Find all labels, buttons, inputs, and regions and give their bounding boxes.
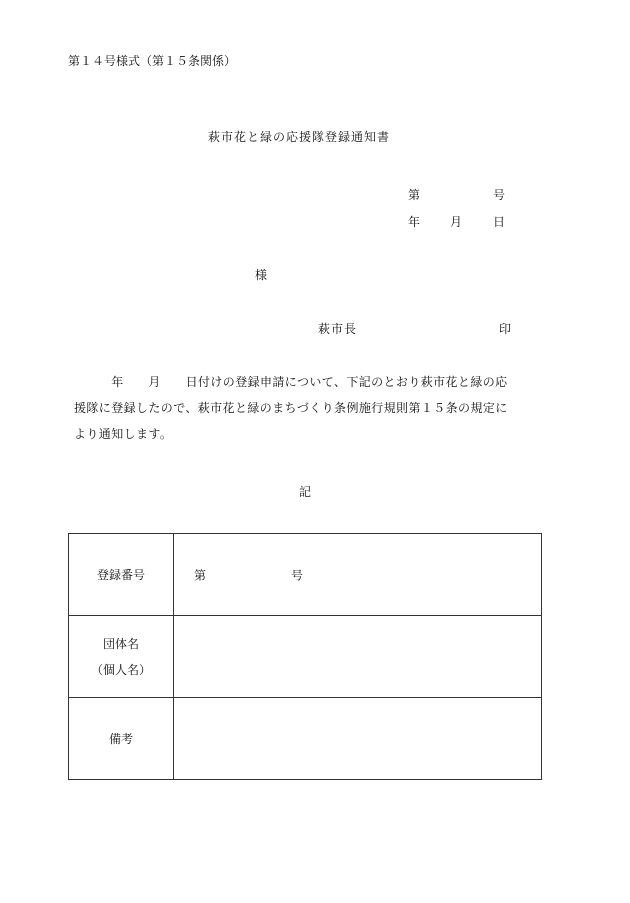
- notes-label: [69, 698, 174, 780]
- group-name-label: [69, 616, 174, 698]
- registration-table: [68, 533, 542, 780]
- body-line-3: より通知します。: [74, 427, 173, 441]
- form-number: 第１４号様式（第１５条関係）: [68, 54, 237, 68]
- doc-number-suffix: 号: [493, 188, 506, 202]
- body-line-2: 援隊に登録したので、萩市花と緑のまちづくり条例施行規則第１５条の規定に: [74, 401, 508, 415]
- notice-body: [74, 369, 540, 447]
- group-name-label-line2: （個人名）: [90, 662, 151, 677]
- date-year: 年: [408, 215, 421, 229]
- issuer-title: 萩市長: [318, 322, 358, 336]
- reg-number-value: [174, 534, 542, 616]
- date-month: 月: [450, 215, 463, 229]
- doc-number-prefix: 第: [408, 188, 421, 202]
- date-day: 日: [493, 215, 506, 229]
- table-row-notes: [69, 698, 542, 780]
- addressee-suffix: 様: [255, 268, 268, 282]
- group-name-value: [174, 616, 542, 698]
- reg-number-prefix: 第: [194, 568, 207, 582]
- reg-number-suffix: 号: [291, 568, 304, 582]
- table-row-reg-number: [69, 534, 542, 616]
- reg-number-label: [69, 534, 174, 616]
- page-title: 萩市花と緑の応援隊登録通知書: [208, 130, 391, 144]
- group-name-label-line1: 団体名: [102, 636, 139, 651]
- seal-mark: 印: [499, 322, 512, 336]
- notes-value: [174, 698, 542, 780]
- table-row-group-name: [69, 616, 542, 698]
- reg-number-label-text: 登録番号: [96, 567, 145, 582]
- body-line-1: 年 月 日付けの登録申請について、下記のとおり萩市花と緑の応: [74, 375, 508, 389]
- ki-heading: 記: [299, 485, 312, 499]
- notes-label-text: 備考: [108, 731, 133, 746]
